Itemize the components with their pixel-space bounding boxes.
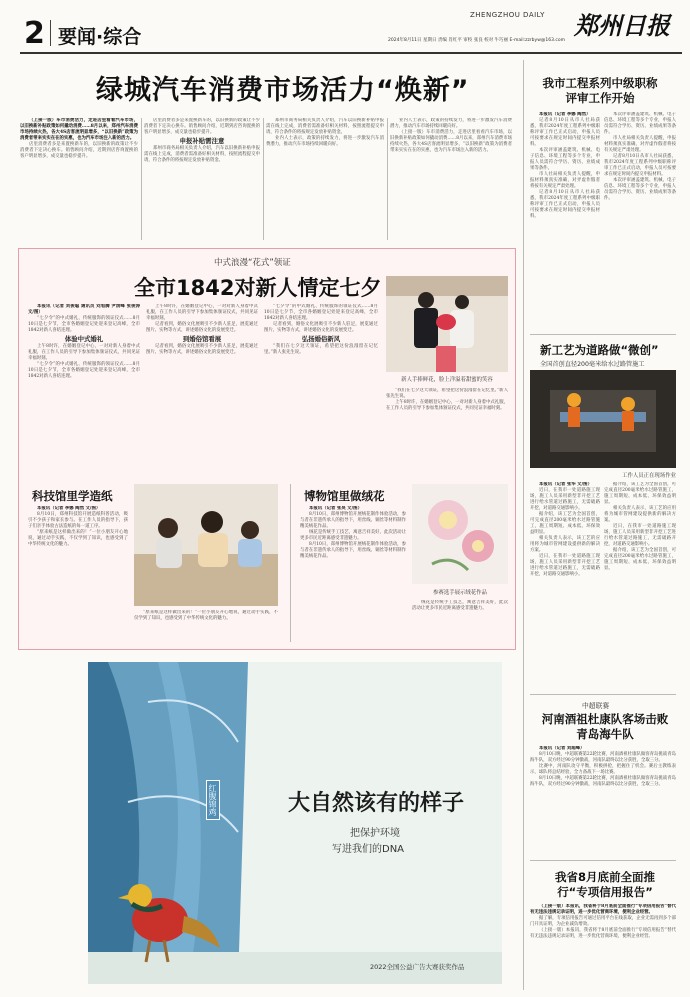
- ad-line-2: 写进我们的DNA: [332, 844, 405, 855]
- museum-col1: 本报讯（记者 李娜 陶然 文/图） 8月10日，郑州科技馆开展造纸科普活动，吸引不少孩子和家长参与。在工作人员的指导下，孩子们亲手体验古法造纸的每一道工序。 “原来纸是这样做出来的！”一位小朋友开心地说，通过动手实践，不仅学到了知识，也感受到了中华传统文化的魅力。: [28, 506, 128, 547]
- embroidery-col1: 本报讯（记者 张昊 文/图） 8月10日，郑州博物馆开展绒花制作体验活动，参与者在非遗传承人的指导下，用丝线、铜丝等材料制作精美绒花作品。 绒花是传统手工技艺，寓意吉祥美好，此次活动让更多市民近距离感受非遗魅力。 8月10日，郑州博物馆开展绒花制作体验活动，参与者在非遗传承人的指导下，用丝线、铜丝等材料制作精美绒花作品。: [300, 506, 406, 559]
- pheasant-illustration: [112, 858, 222, 968]
- qixi-subhead-3: 弘扬婚俗新风: [301, 335, 341, 343]
- qixi-headline: 全市1842对新人情定七夕: [134, 276, 382, 300]
- right-middle-col1: 本报讯（记者 张华 文/图） 近日，在我市一处道路施工现场，施工人员采用新型非开挖工艺进行给水管道过路施工，无需破路开挖，对道路交通影响小。 据介绍，该工艺为全国首创，可完成直径200毫米给水过路管施工，施工周期短、成本低、环保效益明显。 相关负责人表示，该工艺的应用将为城市管网建设提供新的解决方案。 近日，在我市一处道路施工现场，施工人员采用新型非开挖工艺进行给水管道过路施工，无需破路开挖，对道路交通影响小。: [530, 482, 600, 577]
- lead-story-col1: （上接一版）车市消费活力，走进店里看看汽车市场，以旧换新补贴政策如何撬动消费……8月以来，郑州汽车消费市场持续火热，各大4S店客流明显增多，“以旧换新”政策为消费者带来实实在在的实惠，也为汽车市场注入新的活力。 店里消费者多是来置换新车的，以旧换新的政策让不少消费者下定决心换车。销售顾问介绍，近期到店咨询置换的客户明显增多，成交量也稳步提升。: [20, 118, 138, 159]
- lead-story-col4: 业内人士表示，政策的持续发力，将进一步激发汽车消费潜力，推动汽车市场持续回暖向好。 （上接一版）车市消费活力，走进店里看看汽车市场，以旧换新补贴政策如何撬动消费……8月以来，郑州汽车消费市场持续火热，各大4S店客流明显增多，“以旧换新”政策为消费者带来实实在在的实惠，也为汽车市场注入新的活力。: [390, 118, 512, 153]
- ad-footer: 2022全国公益广告大赛获奖作品: [370, 963, 465, 971]
- couple-photo: [386, 276, 508, 372]
- right-bottom-headline: 我省8月底前全面推行“专项信用报告”: [554, 870, 655, 899]
- embroidery-photo-caption: 参赛选手展示绒花作品: [433, 590, 487, 596]
- embroidery-photo: [412, 484, 508, 584]
- museum-col2: “原来纸是这样做出来的！”一位小朋友开心地说，通过动手实践，不仅学到了知识，也感受到了中华传统文化的魅力。: [134, 610, 278, 621]
- right-middle-headline: 新工艺为道路做“微创”: [540, 343, 659, 357]
- qixi-col3: “七夕令”的中式婚礼、传统服饰的领证仪式……8月10日是七夕节，全市各婚姻登记处迎来登记高峰，全市1842对新人喜结连理。 记者看到，婚俗文化展吸引不少新人驻足，展览通过图片、实物等方式，讲述婚俗文化的发展变迁。 弘扬婚俗新风 “我们在七夕这天领证，希望把这份浪漫留在记忆里。”新人张先生说。: [264, 304, 378, 355]
- lead-subhead: 申报补贴需注意: [179, 137, 225, 145]
- right-top-col2: 本次评审涵盖建筑、机械、电子信息、环境工程等多个专业，申报人员需符合学历、资历、业绩成果等条件。 市人社局相关负责人提醒，申报材料须真实准确，对弄虚作假者将按有关规定严肃处理。 记者8月10日从市人社局获悉，我市2024年度工程系列中级职称评审工作已正式启动，申报人员可按要求在规定时间内提交申报材料。 本次评审涵盖建筑、机械、电子信息、环境工程等多个专业，申报人员需符合学历、资历、业绩成果等条件。: [604, 112, 676, 201]
- embroidery-col2: 绒花是传统手工技艺，寓意吉祥美好，此次活动让更多市民近距离感受非遗魅力。: [412, 600, 508, 611]
- lead-story-col2: 店里消费者多是来置换新车的，以旧换新的政策让不少消费者下定决心换车。销售顾问介绍，近期到店咨询置换的客户明显增多，成交量也稳步提升。 申报补贴需注意 郑州市商务局相关负责人介绍，汽车以旧换新补贴申报需在线上完成，消费者需准备好相关材料，按照流程提交申请，符合条件的将按规定发放补贴资金。: [144, 118, 260, 163]
- ad-vertical-tag: 红腹锦鸡: [206, 780, 220, 820]
- masthead: [0, 0, 690, 56]
- road-work-photo: [530, 370, 676, 468]
- right-lower-headline: 河南酒祖杜康队客场击败青岛海牛队: [541, 712, 669, 741]
- ad-headline: 大自然该有的样子: [288, 791, 465, 816]
- lead-story-col3: 郑州市商务局相关负责人介绍，汽车以旧换新补贴申报需在线上完成，消费者需准备好相关材料，按照流程提交申请，符合条件的将按规定发放补贴资金。 业内人士表示，政策的持续发力，将进一步激发汽车消费潜力，推动汽车市场持续回暖向好。: [266, 118, 384, 147]
- museum-photo: [134, 484, 278, 606]
- right-middle-subhead: 全国首创直径200毫米给水过路管施工: [540, 361, 645, 368]
- qixi-col4: “我们在七夕这天领证，希望把这份浪漫留在记忆里。”新人张先生说。 上午8时许，在婚姻登记中心，一对对新人身着中式礼服，在工作人员的引导下参加集体颁证仪式，共同见证幸福时刻。: [386, 388, 508, 411]
- qixi-kicker: 中式浪漫“花式”领证: [214, 258, 291, 268]
- right-lower-kicker: 中超联赛: [582, 702, 610, 710]
- qixi-subhead-2: 到婚俗馆看展: [182, 335, 222, 343]
- right-lower-col1: 本报讯（记者 刘超峰） 8月10日晚，中超联赛第22轮比赛，河南酒祖杜康队做客青岛挑战青岛海牛队，双方经过90分钟激战，河南队最终以比分获胜，全取三分。 比赛中，河南队攻守平衡，积极拼抢，把握住了机会。赛后主教练表示，球队将总结经验，全力备战下一场比赛。 8月10日晚，中超联赛第22轮比赛，河南酒祖杜康队做客青岛挑战青岛海牛队，双方经过90分钟激战，河南队最终以比分获胜，全取三分。: [530, 746, 676, 787]
- right-middle-col2: 据介绍，该工艺为全国首创，可完成直径200毫米给水过路管施工，施工周期短、成本低、环保效益明显。 相关负责人表示，该工艺的应用将为城市管网建设提供新的解决方案。 近日，在我市一处道路施工现场，施工人员采用新型非开挖工艺进行给水管道过路施工，无需破路开挖，对道路交通影响小。 据介绍，该工艺为全国首创，可完成直径200毫米给水过路管施工，施工周期短、成本低、环保效益明显。: [604, 482, 676, 571]
- qixi-col1: 本报讯（记者 刘俊聪 通讯员 刘旭腾 尹清峰 张俊涛 文/图） “七夕令”的中式婚礼、传统服饰的领证仪式……8月10日是七夕节，全市各婚姻登记处迎来登记高峰，全市1842对新人喜结连理。 体验中式婚礼 上午8时许，在婚姻登记中心，一对对新人身着中式礼服，在工作人员的引导下参加集体颁证仪式，共同见证幸福时刻。 “七夕令”的中式婚礼、传统服饰的领证仪式……8月10日是七夕节，全市各婚姻登记处迎来登记高峰，全市1842对新人喜结连理。: [28, 304, 140, 379]
- right-top-col1: 本报讯（记者 李娜 陶然） 记者8月10日从市人社局获悉，我市2024年度工程系列中级职称评审工作已正式启动，申报人员可按要求在规定时间内提交申报材料。 本次评审涵盖建筑、机械、电子信息、环境工程等多个专业，申报人员需符合学历、资历、业绩成果等条件。 市人社局相关负责人提醒，申报材料须真实准确，对弄虚作假者将按有关规定严肃处理。 记者8月10日从市人社局获悉，我市2024年度工程系列中级职称评审工作已正式启动，申报人员可按要求在规定时间内提交申报材料。: [530, 112, 600, 219]
- paper-logo: 郑州日报: [574, 11, 670, 40]
- couple-photo-caption: 新人手捧鲜花，脸上洋溢着甜蜜的笑容: [401, 377, 493, 383]
- page-number: 2: [24, 16, 45, 51]
- section-title: 要闻·综合: [58, 26, 142, 48]
- lead-headline: 绿城汽车消费市场活力“焕新”: [96, 75, 470, 106]
- paper-name-en: ZHENGZHOU DAILY: [470, 11, 545, 19]
- right-bottom-col1: （上接一版）本报讯，我省将于8月底前全面推行“专项信用报告”替代有无违法违规记录证明，进一步优化营商环境，便利企业经营。 据了解，专项信用报告可通过信用平台在线获取，企业无需再到多个部门开具证明，为企业减负增效。 （上接一版）本报讯，我省将于8月底前全面推行“专项信用报告”替代有无违法违规记录证明，进一步优化营商环境，便利企业经营。: [530, 904, 676, 939]
- qixi-col2: 上午8时许，在婚姻登记中心，一对对新人身着中式礼服，在工作人员的引导下参加集体颁证仪式，共同见证幸福时刻。 记者看到，婚俗文化展吸引不少新人驻足，展览通过图片、实物等方式，讲述婚俗文化的发展变迁。 到婚俗馆看展 记者看到，婚俗文化展吸引不少新人驻足，展览通过图片、实物等方式，讲述婚俗文化的发展变迁。: [146, 304, 258, 355]
- ad-line-1: 把保护环境: [350, 828, 400, 839]
- embroidery-headline: 博物馆里做绒花: [304, 489, 385, 503]
- qixi-subhead-1: 体验中式婚礼: [64, 335, 104, 343]
- road-work-photo-caption: 工作人员正在现场作业: [622, 473, 676, 479]
- date-line: 2024年8月11日 星期日 责编 肖红平 审校 张良 校对 牛巧丽 E-mail:zzrbyw@163.com: [388, 38, 566, 43]
- right-top-headline: 我市工程系列中级职称评审工作开始: [542, 76, 658, 105]
- museum-headline: 科技馆里学造纸: [32, 489, 113, 503]
- public-service-ad: [88, 662, 502, 984]
